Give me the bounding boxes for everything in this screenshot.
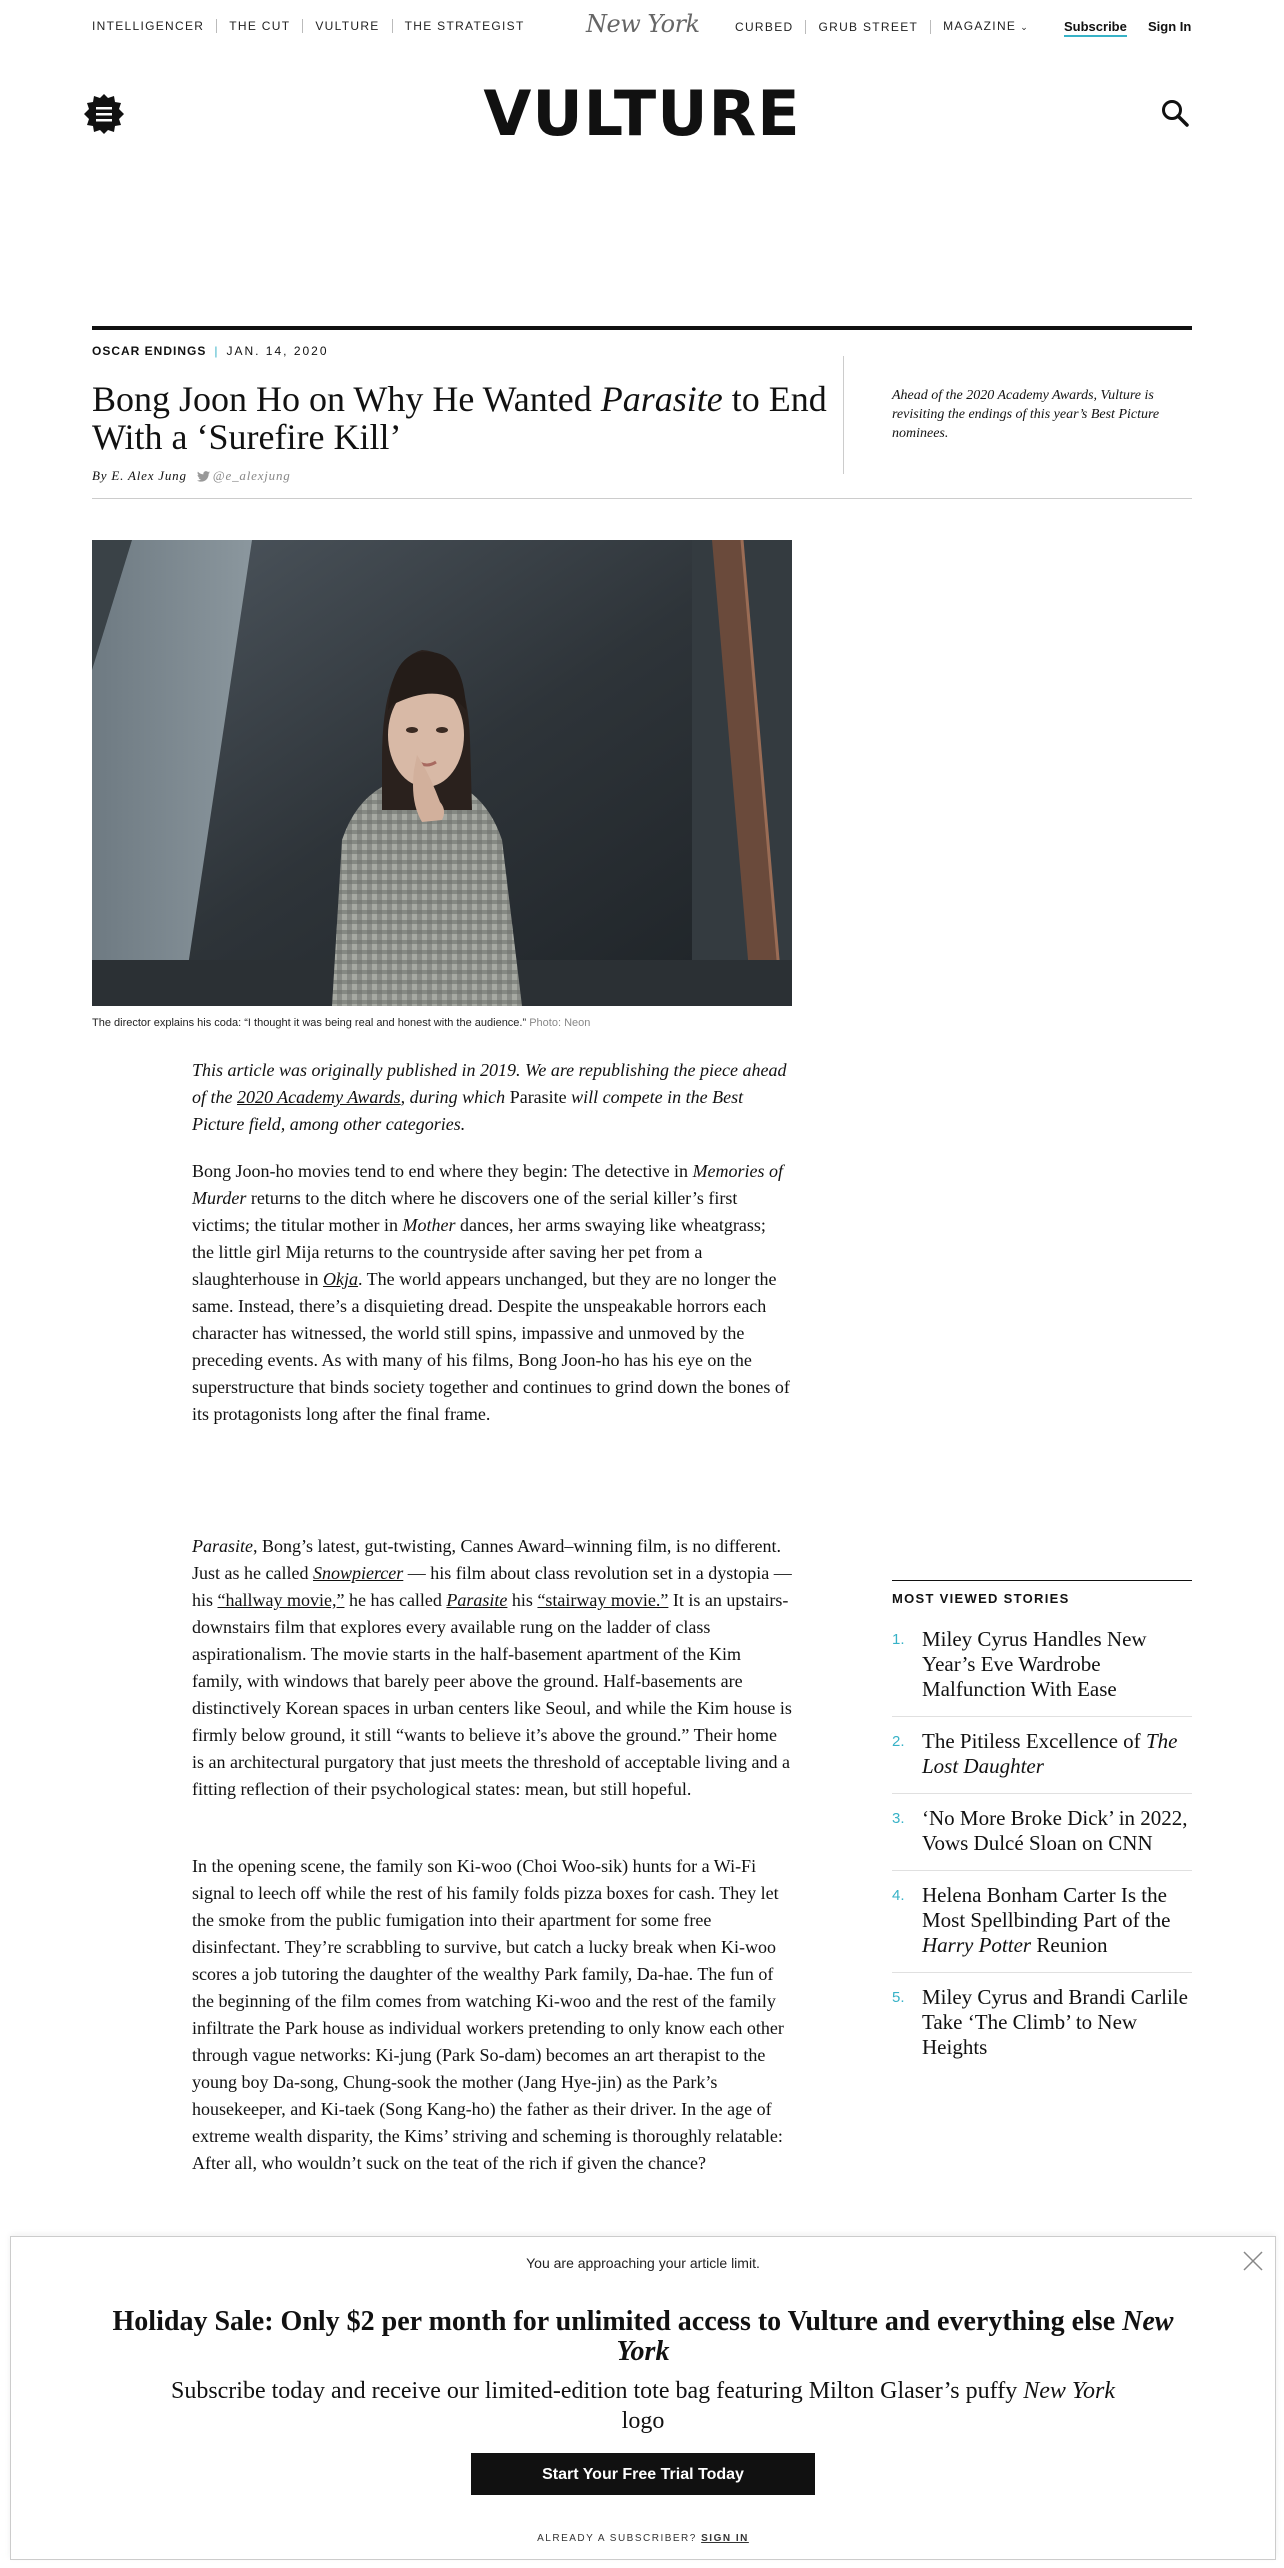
most-viewed-item[interactable] bbox=[892, 1973, 1192, 2074]
top-nav-left bbox=[92, 19, 537, 33]
start-free-trial-button[interactable]: Start Your Free Trial Today bbox=[471, 2453, 815, 2495]
intro-text: , during which bbox=[400, 1087, 510, 1107]
item-title-text: Reunion bbox=[1031, 1933, 1108, 1957]
paywall-headline-italic: New York bbox=[616, 2306, 1174, 2367]
item-number: 4. bbox=[892, 1887, 905, 1904]
editor-note bbox=[192, 1057, 792, 1138]
nav-link-magazine-label: MAGAZINE bbox=[943, 19, 1017, 33]
sign-in-link[interactable]: Sign In bbox=[1148, 19, 1192, 34]
item-title-italic: Harry Potter bbox=[922, 1933, 1032, 1957]
item-title-text: ‘No More Broke Dick’ in 2022, Vows Dulcé Sloan on CNN bbox=[922, 1806, 1188, 1855]
body-text: , Bong’s latest, gut-twisting, Cannes Award–winning film, is no different. Just as he called bbox=[192, 1536, 781, 1583]
item-number: 3. bbox=[892, 1810, 905, 1827]
twitter-handle: @e_alexjung bbox=[212, 468, 291, 483]
search-icon bbox=[1160, 98, 1190, 128]
paywall-sign-in-link[interactable]: SIGN IN bbox=[701, 2533, 749, 2544]
item-number: 2. bbox=[892, 1733, 905, 1750]
nav-link-vulture[interactable]: VULTURE bbox=[303, 19, 392, 33]
paywall-subtext-italic: New York bbox=[1023, 2378, 1116, 2404]
nav-link-the-strategist[interactable]: THE STRATEGIST bbox=[404, 19, 525, 33]
item-title-text: Miley Cyrus and Brandi Carlile Take ‘The Climb’ to New Heights bbox=[922, 1985, 1188, 2059]
body-text: dances, her arms swaying like wheatgrass; the little girl Mija returns to the countryside after saving her pet from a slaughterhouse in bbox=[192, 1215, 766, 1289]
film-title: Mother bbox=[402, 1215, 456, 1235]
search-button[interactable] bbox=[1160, 98, 1190, 128]
article-headline bbox=[92, 380, 832, 456]
item-number: 1. bbox=[892, 1631, 905, 1648]
item-title bbox=[922, 1627, 1192, 1702]
item-number: 5. bbox=[892, 1989, 905, 2006]
item-title bbox=[922, 1806, 1192, 1856]
body-text: It is an upstairs-downstairs film that explores every available rung on the ladder of class aspirationalism. The movie starts in the half-basement apartment of the Kim family, with windows that barely peer above the ground. Half-basements are distinctively Korean spaces in urban centers like Seoul, and while the Kim house is firmly below ground, it still “wants to believe it’s above the ground.” Their home is an architectural purgatory that just meets the threshold of acceptable living and a fitting reflection of their psychological states: mean, but still hopeful. bbox=[192, 1590, 792, 1799]
film-title: Parasite bbox=[192, 1536, 253, 1556]
paywall-subtext-text: Subscribe today and receive our limited-edition tote bag featuring Milton Glaser’s puffy bbox=[170, 2378, 1024, 2404]
body-paragraph-1 bbox=[192, 1158, 792, 1428]
headline-part: Bong Joon Ho on Why He Wanted bbox=[92, 379, 601, 419]
most-viewed-item[interactable] bbox=[892, 1615, 1192, 1717]
caption-text: The director explains his coda: “I thought it was being real and honest with the audience.” bbox=[92, 1017, 527, 1029]
byline bbox=[92, 468, 291, 484]
article-dek: Ahead of the 2020 Academy Awards, Vulture is revisiting the endings of this year’s Best Picture nominees. bbox=[892, 388, 1160, 441]
subscribe-link[interactable]: Subscribe bbox=[1064, 19, 1127, 37]
author-twitter-link[interactable] bbox=[197, 468, 291, 484]
paywall-headline-text: Holiday Sale: Only $2 per month for unlimited access to Vulture and everything else bbox=[112, 2306, 1123, 2337]
parasite-link[interactable]: Parasite bbox=[446, 1590, 508, 1610]
chevron-down-icon: ⌄ bbox=[1020, 22, 1030, 32]
most-viewed-rule bbox=[892, 1580, 1192, 1581]
item-title-italic: The Lost Daughter bbox=[922, 1729, 1178, 1778]
twitter-icon bbox=[197, 471, 210, 482]
most-viewed-item[interactable] bbox=[892, 1794, 1192, 1871]
new-york-logo[interactable]: New York bbox=[586, 10, 700, 38]
paywall-subtext-text: logo bbox=[621, 2408, 665, 2434]
film-title: Memories of Murder bbox=[192, 1161, 784, 1208]
most-viewed-item[interactable] bbox=[892, 1717, 1192, 1794]
lead-image bbox=[92, 540, 792, 1006]
headline-part: to End With a ‘Surefire Kill’ bbox=[92, 379, 827, 457]
article-limit-notice: You are approaching your article limit. bbox=[526, 2255, 760, 2271]
body-text: Bong Joon-ho movies tend to end where they begin: The detective in bbox=[192, 1161, 693, 1181]
most-viewed-item[interactable] bbox=[892, 1871, 1192, 1973]
vulture-logo[interactable]: VULTURE bbox=[483, 77, 801, 150]
intro-film-title: Parasite bbox=[509, 1087, 567, 1107]
item-title-text: The Pitiless Excellence of bbox=[922, 1729, 1146, 1753]
body-text: — his film about class revolution set in a dystopia — his bbox=[192, 1563, 792, 1610]
hallway-movie-link[interactable]: “hallway movie,” bbox=[217, 1590, 345, 1610]
nav-link-curbed[interactable]: CURBED bbox=[735, 20, 806, 34]
top-nav-right bbox=[735, 19, 1041, 34]
nav-link-the-cut[interactable]: THE CUT bbox=[217, 19, 303, 33]
intro-text: will compete in the Best Picture field, among other categories. bbox=[192, 1087, 744, 1134]
already-subscriber bbox=[11, 2533, 1275, 2544]
snowpiercer-link[interactable]: Snowpiercer bbox=[312, 1563, 404, 1583]
item-title-text: Miley Cyrus Handles New Year’s Eve Wardrobe Malfunction With Ease bbox=[922, 1627, 1147, 1701]
paywall-modal bbox=[10, 2236, 1276, 2560]
header-bottom-rule bbox=[92, 498, 1192, 499]
body-text: he has called bbox=[344, 1590, 447, 1610]
item-title bbox=[922, 1729, 1192, 1779]
header-divider bbox=[843, 356, 844, 474]
body-text: his bbox=[507, 1590, 538, 1610]
item-title-text: Helena Bonham Carter Is the Most Spellbinding Part of the bbox=[922, 1883, 1171, 1932]
academy-awards-link[interactable]: 2020 Academy Awards bbox=[237, 1087, 401, 1107]
body-text: . The world appears unchanged, but they are no longer the same. Instead, there’s a disquieting dread. Despite the unspeakable horrors each character has witnessed, the world still spins, impassive and unmoved by the preceding events. As with many of his films, Bong Joon-ho has his eye on the superstructure that binds society together and continues to grind down the bones of its protagonists long after the final frame. bbox=[192, 1269, 790, 1424]
image-credit: Photo: Neon bbox=[529, 1017, 591, 1029]
body-paragraph-2 bbox=[192, 1533, 792, 1803]
body-text: In the opening scene, the family son Ki-woo (Choi Woo-sik) hunts for a Wi-Fi signal to leech off while the rest of his family folds pizza boxes for cash. They let the smoke from the public fumigation into their apartment for some free disinfectant. They’re scrabbling to survive, but catch a lucky break when Ki-woo scores a job tutoring the daughter of the wealthy Park family, Da-hae. The fun of the beginning of the film comes from watching Ki-woo and the rest of the family infiltrate the Park house as individual workers pretending to only know each other through vague networks: Ki-jung (Park So-dam) becomes an art therapist to the young boy Da-song, Chung-sook the mother (Jang Hye-jin) as the Park’s housekeeper, and Ki-taek (Song Kang-ho) the father as their driver. In the age of extreme wealth disparity, the Kims’ striving and scheming is thoroughly relatable: After all, who wouldn’t suck on the teat of the rich if given the chance? bbox=[192, 1856, 784, 2173]
paywall-headline bbox=[101, 2307, 1185, 2367]
stairway-movie-link[interactable]: “stairway movie.” bbox=[537, 1590, 669, 1610]
author-link[interactable]: By E. Alex Jung bbox=[92, 468, 187, 483]
rubric bbox=[92, 344, 329, 358]
nav-link-grub-street[interactable]: GRUB STREET bbox=[806, 20, 931, 34]
lead-image-illustration bbox=[92, 540, 792, 1006]
item-title bbox=[922, 1883, 1192, 1958]
header-rule bbox=[92, 326, 1192, 330]
rubric-kicker[interactable]: OSCAR ENDINGS bbox=[92, 344, 207, 358]
okja-link[interactable]: Okja bbox=[322, 1269, 358, 1289]
publish-date: JAN. 14, 2020 bbox=[226, 344, 329, 358]
nav-link-magazine[interactable] bbox=[931, 19, 1041, 34]
nav-link-intelligencer[interactable]: INTELLIGENCER bbox=[92, 19, 217, 33]
image-caption bbox=[92, 1017, 590, 1029]
most-viewed-title: MOST VIEWED STORIES bbox=[892, 1591, 1070, 1606]
headline-film-title: Parasite bbox=[600, 379, 723, 419]
item-title bbox=[922, 1985, 1192, 2060]
body-text: returns to the ditch where he discovers one of the serial killer’s first victims; the titular mother in bbox=[192, 1188, 738, 1235]
body-paragraph-3 bbox=[192, 1853, 792, 2177]
rubric-separator: | bbox=[214, 344, 219, 358]
paywall-subtext bbox=[161, 2376, 1125, 2436]
intro-text: This article was originally published in 2019. We are republishing the piece ahead of the bbox=[192, 1060, 787, 1107]
top-nav bbox=[0, 0, 1284, 54]
already-subscriber-label: ALREADY A SUBSCRIBER? bbox=[537, 2533, 697, 2544]
most-viewed-list bbox=[892, 1615, 1192, 2074]
